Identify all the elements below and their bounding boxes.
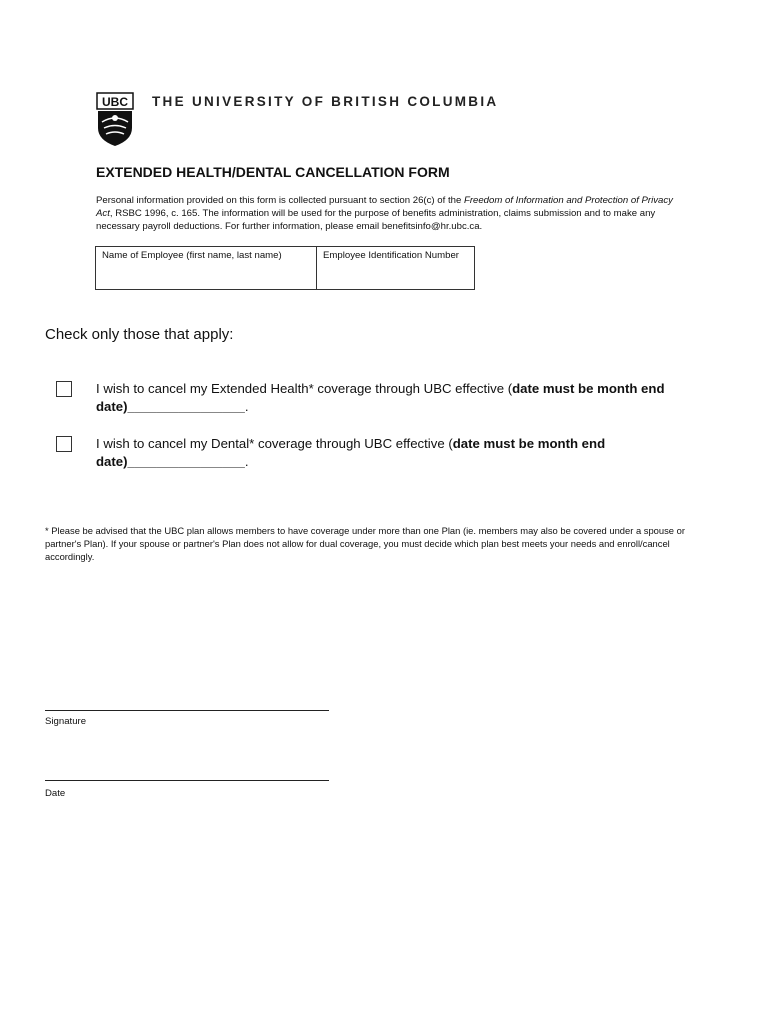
check-options-heading: Check only those that apply: [45,326,234,343]
signature-line[interactable] [45,710,329,711]
ubc-logo [96,92,134,148]
extended-health-option [96,380,716,416]
signature-label: Signature [45,716,87,727]
extended-health-date-instruction: date must be month end date)________________ [96,381,665,414]
dual-coverage-note: * Please be advised that the UBC plan allows members to have coverage under more than one Plan (ie. members may also be covered under a spouse or partner's Plan). If your spouse or partner's Plan does not allow for dual coverage, you must decide which plan best meets your needs and enroll/cancel accordingly. [45,525,685,562]
form-title: EXTENDED HEALTH/DENTAL CANCELLATION FORM [96,164,450,180]
employee-id-label: Employee Identification Number [323,250,459,261]
dental-option [96,435,716,471]
privacy-notice [96,194,686,233]
dental-end: . [244,454,249,469]
ubc-crest-icon [96,92,134,148]
extended-health-text: I wish to cancel my Extended Health* coverage through UBC effective ( [96,381,513,396]
privacy-act-name: Freedom of Information and Protection of Privacy Act [96,195,673,219]
employee-id-field[interactable] [317,247,474,289]
employee-info-table [95,246,475,290]
privacy-text-part1: Personal information provided on this form is collected pursuant to section 26(c) of the [96,195,464,206]
employee-name-field[interactable] [96,247,317,289]
dental-text: I wish to cancel my Dental* coverage through UBC effective ( [96,436,453,451]
logo-text: UBC [102,95,128,109]
university-name: THE UNIVERSITY OF BRITISH COLUMBIA [152,94,499,109]
dental-checkbox[interactable] [56,436,72,452]
extended-health-checkbox[interactable] [56,381,72,397]
date-line[interactable] [45,780,329,781]
date-label: Date [45,788,66,799]
privacy-text-part2: , RSBC 1996, c. 165. The information will be used for the purpose of benefits administration, claims submission and to make any necessary payroll deductions. For further information, please email benefitsinfo@hr.ubc.ca. [96,208,656,232]
extended-health-end: . [244,399,249,414]
dental-date-instruction: date must be month end date)________________ [96,436,606,469]
employee-name-label: Name of Employee (first name, last name) [102,250,282,261]
